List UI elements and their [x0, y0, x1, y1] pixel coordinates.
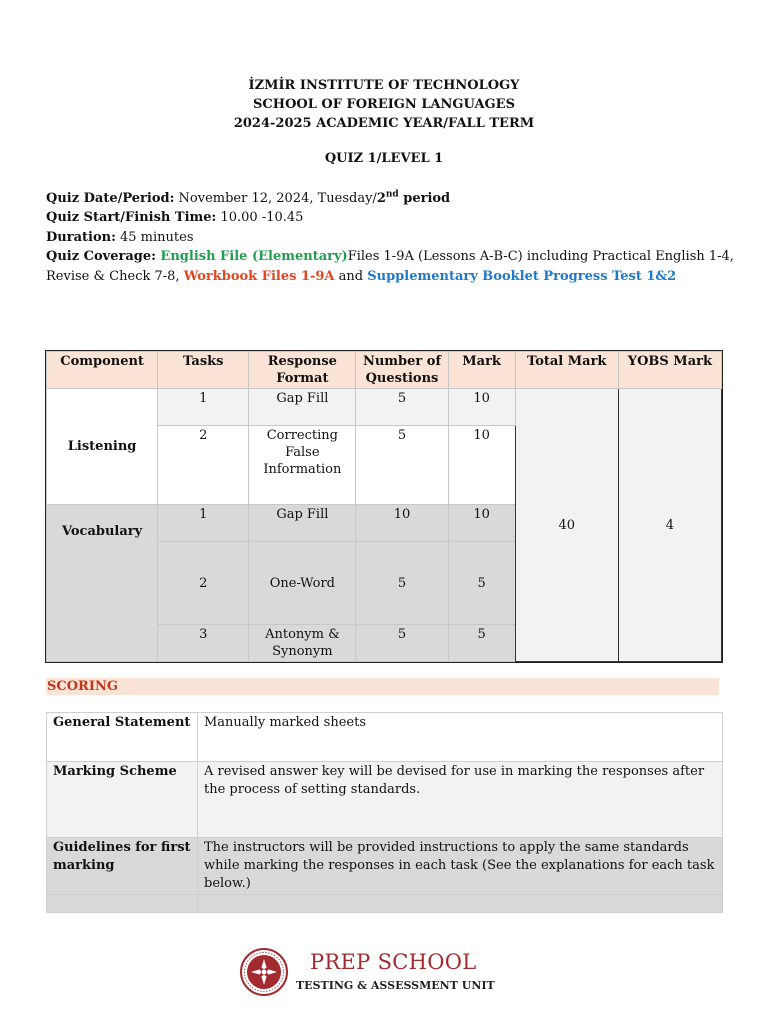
school-name: SCHOOL OF FOREIGN LANGUAGES [253, 97, 515, 112]
date-label: Quiz Date/Period: [46, 191, 175, 206]
col-header-yobs-mark: YOBS Mark [618, 352, 721, 389]
coverage-and: and [334, 268, 368, 284]
scoring-label: Guidelines for first marking [47, 838, 198, 895]
scoring-label: General Statement [47, 713, 198, 762]
empty-cell [198, 895, 723, 913]
col-header-format: Response Format [249, 352, 356, 389]
period-word: period [398, 191, 451, 206]
question-count: 5 [356, 389, 448, 426]
task-mark: 10 [448, 389, 515, 426]
col-header-total-mark: Total Mark [515, 352, 618, 389]
task-mark: 5 [448, 625, 515, 662]
scoring-heading: SCORING [46, 678, 719, 695]
col-header-tasks: Tasks [158, 352, 249, 389]
task-number: 3 [158, 625, 249, 662]
component-listening: Listening [47, 389, 158, 505]
task-number: 2 [158, 542, 249, 625]
quiz-date-line [46, 189, 736, 209]
scoring-value: A revised answer key will be devised for use in marking the responses after the process of setting standards. [198, 762, 723, 838]
scoring-table [46, 712, 723, 913]
duration-line [46, 228, 736, 248]
response-format: Correcting False Information [249, 426, 356, 505]
task-number: 1 [158, 505, 249, 542]
col-header-component: Component [47, 352, 158, 389]
task-mark: 10 [448, 426, 515, 505]
component-vocabulary: Vocabulary [47, 505, 158, 662]
table-row [47, 838, 723, 895]
task-number: 2 [158, 426, 249, 505]
question-count: 5 [356, 542, 448, 625]
school-seal-icon [239, 947, 289, 997]
component-table [46, 351, 722, 662]
period-suffix: nd [385, 189, 399, 200]
table-row [47, 713, 723, 762]
question-count: 10 [356, 505, 448, 542]
duration-label: Duration: [46, 230, 116, 245]
testing-unit-title: TESTING & ASSESSMENT UNIT [296, 979, 495, 992]
task-mark: 10 [448, 505, 515, 542]
table-row [47, 762, 723, 838]
response-format: Gap Fill [249, 505, 356, 542]
yobs-mark: 4 [618, 389, 721, 662]
col-header-mark: Mark [448, 352, 515, 389]
time-label: Quiz Start/Finish Time: [46, 210, 217, 225]
period-number: 2 [376, 191, 386, 206]
question-count: 5 [356, 625, 448, 662]
response-format: One-Word [249, 542, 356, 625]
total-mark: 40 [515, 389, 618, 662]
duration-value: 45 minutes [115, 230, 194, 245]
coverage-label: Quiz Coverage: [46, 249, 156, 264]
scoring-label: Marking Scheme [47, 762, 198, 838]
coverage-book: English File (Elementary) [155, 249, 348, 264]
task-number: 1 [158, 389, 249, 426]
task-mark: 5 [448, 542, 515, 625]
quiz-time-line [46, 208, 736, 228]
coverage-supplementary: Supplementary Booklet Progress Test 1&2 [367, 268, 677, 284]
empty-cell [47, 895, 198, 913]
time-value: 10.00 -10.45 [216, 210, 304, 225]
scoring-value: The instructors will be provided instructions to apply the same standards while marking the responses in each task (See the explanations for each task below.) [198, 838, 723, 895]
coverage-workbook: Workbook Files 1-9A [183, 268, 335, 284]
academic-term: 2024-2025 ACADEMIC YEAR/FALL TERM [233, 116, 535, 131]
date-value: November 12, 2024, Tuesday/ [174, 191, 377, 206]
question-count: 5 [356, 426, 448, 505]
response-format: Gap Fill [249, 389, 356, 426]
component-header-row [47, 352, 722, 389]
scoring-value: Manually marked sheets [198, 713, 723, 762]
col-header-questions: Number of Questions [356, 352, 448, 389]
table-row [47, 389, 722, 426]
quiz-title: QUIZ 1/LEVEL 1 [324, 151, 444, 166]
coverage-files: Files 1-9A (Lessons A-B-C) including Practical English 1-4, Revise & Check 7-8, [46, 249, 734, 284]
prep-school-title: PREP SCHOOL [310, 950, 477, 974]
table-row [47, 895, 723, 913]
response-format: Antonym & Synonym [249, 625, 356, 662]
coverage-line [46, 247, 736, 286]
institute-name: İZMİR INSTITUTE OF TECHNOLOGY [248, 78, 520, 93]
